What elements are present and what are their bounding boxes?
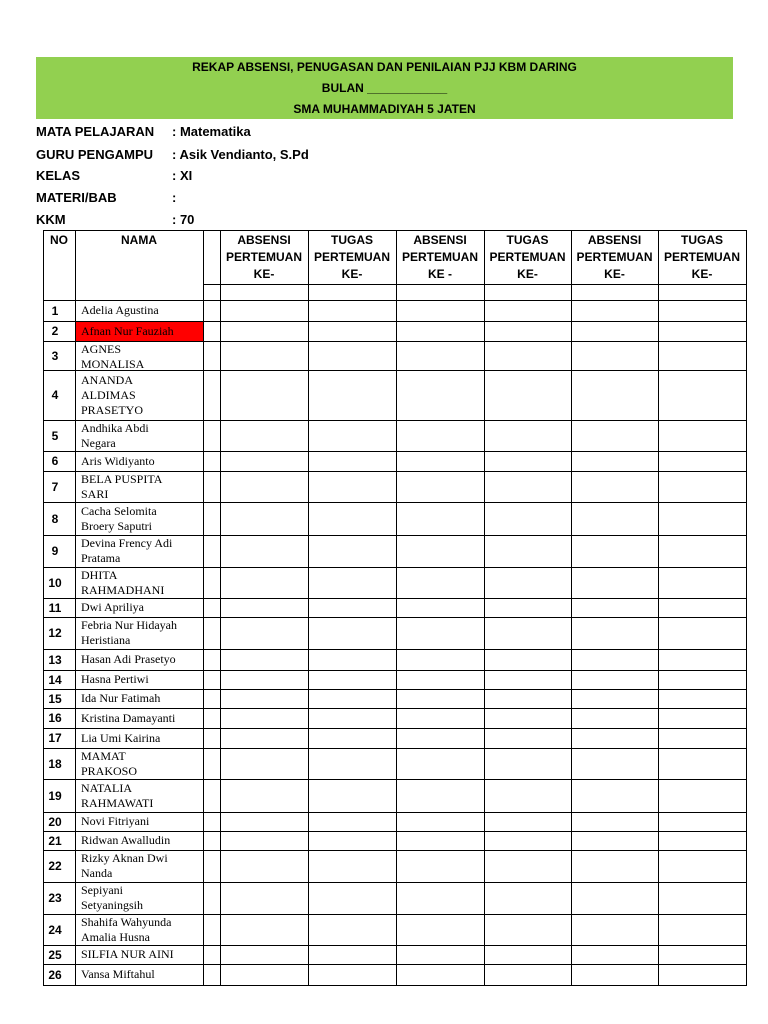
table-rule: [43, 964, 747, 965]
student-name: MONALISA: [81, 357, 145, 371]
student-name: Pratama: [81, 551, 121, 565]
table-rule: [484, 230, 485, 986]
column-header-meeting: ABSENSI: [237, 233, 291, 247]
table-border: [43, 230, 747, 231]
column-header-meeting: KE-: [517, 267, 538, 281]
info-value: : XI: [172, 168, 193, 183]
school-name: SMA MUHAMMADIYAH 5 JATEN: [293, 102, 476, 116]
student-name: Devina Frency Adi: [81, 536, 173, 550]
student-name: PRAKOSO: [81, 764, 138, 778]
student-name: PRASETYO: [81, 403, 144, 417]
row-number: 7: [51, 480, 59, 494]
row-number: 21: [48, 834, 62, 848]
table-rule: [658, 230, 659, 986]
info-value: : Asik Vendianto, S.Pd: [172, 147, 309, 162]
student-name: Setyaningsih: [81, 898, 143, 912]
column-header-meeting: PERTEMUAN: [576, 250, 653, 264]
student-name: Sepiyani: [81, 883, 123, 897]
student-name: Amalia Husna: [81, 930, 150, 944]
table-rule: [43, 300, 747, 301]
row-number: 5: [51, 429, 59, 443]
table-rule: [203, 230, 204, 986]
info-label: MATERI/BAB: [36, 190, 117, 205]
table-rule: [43, 945, 747, 946]
row-number: 9: [51, 544, 59, 558]
student-name: Afnan Nur Fauziah: [81, 324, 174, 338]
student-name: Broery Saputri: [81, 519, 152, 533]
column-header-meeting: PERTEMUAN: [401, 250, 478, 264]
row-number: 3: [51, 349, 59, 363]
student-name: RAHMAWATI: [81, 796, 154, 810]
column-header-nama: NAMA: [121, 233, 157, 247]
student-name: MAMAT: [81, 749, 126, 763]
row-number: 17: [48, 731, 62, 745]
student-name: Dwi Apriliya: [81, 600, 144, 614]
student-name: Febria Nur Hidayah: [81, 618, 177, 632]
student-name: Cacha Selomita: [81, 504, 157, 518]
row-number: 24: [48, 923, 62, 937]
table-rule: [203, 284, 747, 285]
info-value: :: [172, 190, 177, 205]
column-header-meeting: PERTEMUAN: [489, 250, 566, 264]
column-header-no: NO: [50, 233, 68, 247]
student-name: Novi Fitriyani: [81, 814, 150, 828]
info-label: KKM: [36, 212, 66, 227]
table-rule: [43, 670, 747, 671]
row-number: 20: [48, 815, 62, 829]
row-number: 2: [51, 324, 59, 338]
student-name: Hasan Adi Prasetyo: [81, 652, 176, 666]
student-name: SARI: [81, 487, 109, 501]
student-name: Aris Widiyanto: [81, 454, 155, 468]
student-name: Shahifa Wahyunda: [81, 915, 172, 929]
row-number: 10: [48, 576, 62, 590]
column-header-meeting: TUGAS: [681, 233, 723, 247]
table-rule: [43, 831, 747, 832]
column-header-meeting: KE-: [691, 267, 713, 281]
student-name: Hasna Pertiwi: [81, 672, 149, 686]
student-name: Nanda: [81, 866, 113, 880]
column-header-meeting: PERTEMUAN: [225, 250, 302, 264]
table-rule: [746, 230, 747, 986]
row-number: 6: [51, 454, 59, 468]
student-name: AGNES: [81, 342, 122, 356]
table-rule: [43, 689, 747, 690]
student-name: RAHMADHANI: [81, 583, 165, 597]
column-header-meeting: TUGAS: [331, 233, 373, 247]
student-name: Lia Umi Kairina: [81, 731, 161, 745]
info-value: : Matematika: [172, 124, 251, 139]
student-name: NATALIA: [81, 781, 133, 795]
row-number: 1: [51, 304, 59, 318]
student-name: Rizky Aknan Dwi: [81, 851, 168, 865]
table-rule: [43, 985, 747, 986]
table-rule: [43, 649, 747, 650]
row-number: 19: [48, 789, 62, 803]
row-number: 11: [48, 601, 62, 615]
row-number: 18: [48, 757, 62, 771]
student-name: SILFIA NUR AINI: [81, 947, 174, 961]
table-rule: [43, 321, 747, 322]
table-rule: [43, 451, 747, 452]
report-title: REKAP ABSENSI, PENUGASAN DAN PENILAIAN PJJ KBM DARING: [192, 60, 577, 74]
student-name: Andhika Abdi: [81, 421, 149, 435]
table-rule: [75, 230, 76, 986]
table-rule: [43, 708, 747, 709]
student-name: ALDIMAS: [81, 388, 136, 402]
row-number: 25: [48, 948, 62, 962]
table-rule: [43, 598, 747, 599]
info-value: : 70: [172, 212, 195, 227]
column-header-meeting: PERTEMUAN: [313, 250, 390, 264]
table-rule: [43, 779, 747, 780]
column-header-meeting: ABSENSI: [587, 233, 642, 247]
table-rule: [396, 230, 397, 986]
column-header-meeting: KE -: [428, 267, 452, 281]
report-month: BULAN ____________: [321, 81, 448, 95]
column-header-meeting: KE-: [253, 267, 275, 281]
row-number: 14: [48, 673, 62, 687]
table-rule: [571, 230, 572, 986]
column-header-meeting: PERTEMUAN: [663, 250, 740, 264]
table-rule: [308, 230, 309, 986]
column-header-meeting: KE-: [604, 267, 625, 281]
row-number: 13: [48, 653, 62, 667]
info-label: MATA PELAJARAN: [36, 124, 155, 139]
row-number: 26: [48, 968, 62, 982]
column-header-meeting: ABSENSI: [413, 233, 467, 247]
row-number: 16: [48, 711, 62, 725]
student-name: Ida Nur Fatimah: [81, 691, 161, 705]
info-label: GURU PENGAMPU: [36, 147, 154, 162]
row-number: 23: [48, 891, 62, 905]
student-name: DHITA: [81, 568, 118, 582]
column-header-meeting: TUGAS: [506, 233, 549, 247]
table-rule: [43, 728, 747, 729]
row-number: 15: [48, 692, 62, 706]
student-name: Negara: [81, 436, 116, 450]
table-rule: [43, 502, 747, 503]
student-name: Vansa Miftahul: [81, 967, 155, 981]
row-number: 22: [48, 859, 62, 873]
info-label: KELAS: [36, 168, 81, 183]
student-name: ANANDA: [81, 373, 133, 387]
student-name: Heristiana: [81, 633, 131, 647]
row-number: 4: [51, 388, 59, 402]
table-rule: [43, 812, 747, 813]
student-name: Adelia Agustina: [81, 303, 159, 317]
row-number: 12: [48, 626, 62, 640]
student-name: BELA PUSPITA: [81, 472, 163, 486]
row-number: 8: [51, 512, 59, 526]
column-header-meeting: KE-: [341, 267, 363, 281]
table-rule: [220, 230, 221, 986]
student-name: Ridwan Awalludin: [81, 833, 171, 847]
student-name: Kristina Damayanti: [81, 711, 176, 725]
